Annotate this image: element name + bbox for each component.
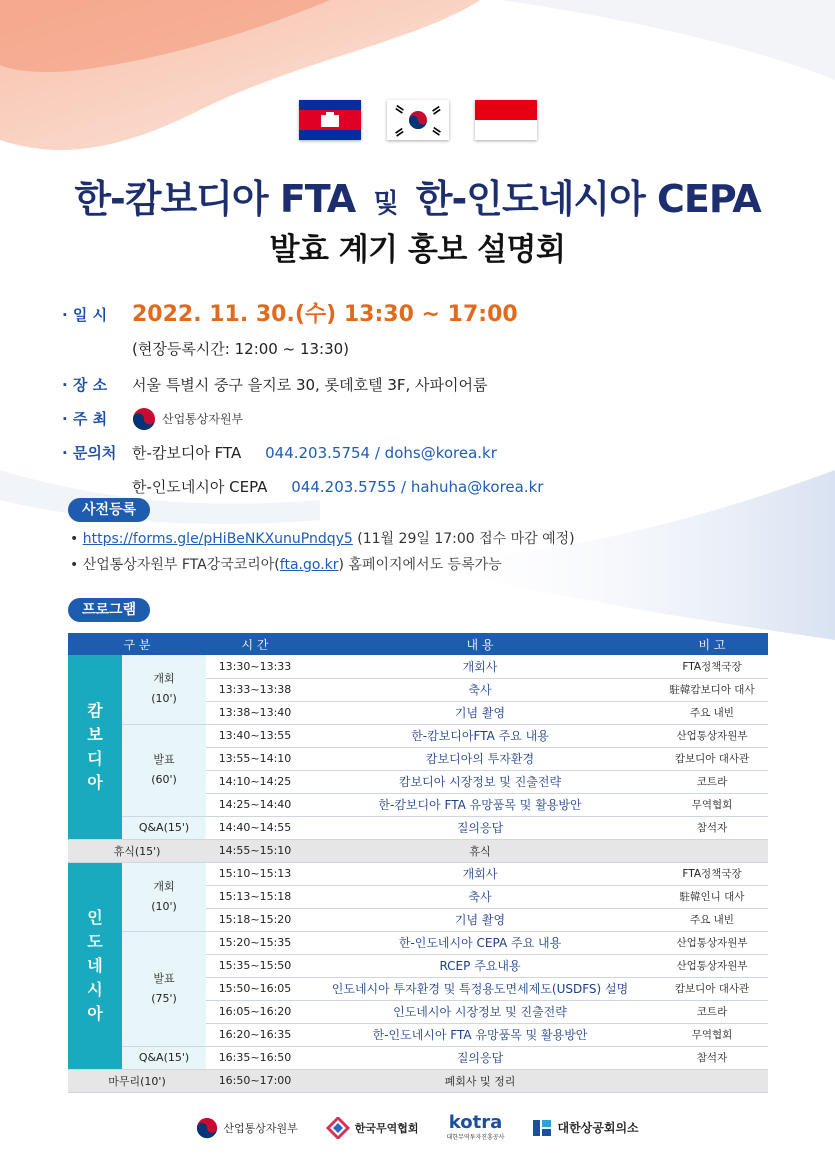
registration-time: (현장등록시간: 12:00 ~ 13:30) — [132, 340, 350, 358]
indonesia-opening-label: 개회 (10') — [122, 862, 206, 931]
row-time: 13:38~13:40 — [206, 701, 304, 724]
indonesia-presentation-label: 발표 (75') — [122, 931, 206, 1046]
row-content: 인도네시아 투자환경 및 특정용도면세제도(USDFS) 설명 — [304, 977, 656, 1000]
row-note: 산업통상자원부 — [656, 724, 768, 747]
indonesia-qa-label: Q&A(15') — [122, 1046, 206, 1069]
table-row — [68, 655, 768, 678]
break-label: 휴식(15') — [68, 839, 206, 862]
date-value: 2022. 11. 30.(수) 13:30 ~ 17:00 — [132, 302, 518, 327]
closing-content: 폐회사 및 정리 — [304, 1069, 656, 1092]
pre-registration-pill: 사전등록 — [68, 498, 150, 522]
table-row — [68, 1046, 768, 1069]
footer-motie-name: 산업통상자원부 — [223, 1121, 298, 1135]
header-time: 시 간 — [206, 633, 304, 655]
row-note: 駐韓인니 대사 — [656, 885, 768, 908]
closing-label: 마무리(10') — [68, 1069, 206, 1092]
row-content: 기념 촬영 — [304, 908, 656, 931]
cambodia-opening-label: 개회 (10') — [122, 655, 206, 724]
row-time: 15:50~16:05 — [206, 977, 304, 1000]
break-row — [68, 839, 768, 862]
row-time: 15:35~15:50 — [206, 954, 304, 977]
break-time: 14:55~15:10 — [206, 839, 304, 862]
cambodia-presentation-label: 발표 (60') — [122, 724, 206, 816]
row-content: 질의응답 — [304, 816, 656, 839]
host-name: 산업통상자원부 — [162, 412, 244, 426]
flags — [0, 100, 835, 140]
row-time: 13:30~13:33 — [206, 655, 304, 678]
row-time: 15:20~15:35 — [206, 931, 304, 954]
table-row — [68, 816, 768, 839]
registration-bullet-2: • 산업통상자원부 FTA강국코리아(fta.go.kr) 홈페이지에서도 등록가능 — [70, 557, 502, 573]
header-content: 내 용 — [304, 633, 656, 655]
row-note: 산업통상자원부 — [656, 954, 768, 977]
title-line-1 — [0, 168, 835, 223]
registration-link[interactable]: https://forms.gle/pHiBeNKXunuPndqy5 — [82, 531, 353, 547]
title-and: 및 — [373, 189, 398, 219]
row-time: 15:18~15:20 — [206, 908, 304, 931]
event-info — [62, 300, 782, 506]
program-table — [68, 633, 768, 1093]
row-note: 주요 내빈 — [656, 908, 768, 931]
row-content: 한-인도네시아 CEPA 주요 내용 — [304, 931, 656, 954]
row-note: 참석자 — [656, 1046, 768, 1069]
program-body — [68, 655, 768, 1092]
footer-kotra-name: kotra — [448, 1112, 503, 1133]
footer-kotra — [447, 1114, 505, 1141]
row-content: 캄보디아의 투자환경 — [304, 747, 656, 770]
registration-bullet-2-text-b: ) 홈페이지에서도 등록가능 — [338, 557, 502, 573]
row-note: FTA정책국장 — [656, 655, 768, 678]
footer-kcci-name: 대한상공회의소 — [557, 1121, 639, 1135]
row-content: 개회사 — [304, 862, 656, 885]
title-cambodia: 한-캄보디아 FTA — [74, 177, 356, 221]
header-category: 구 분 — [68, 633, 206, 655]
row-time: 13:55~14:10 — [206, 747, 304, 770]
place-value: 서울 특별시 중구 을지로 30, 롯데호텔 3F, 사파이어룸 — [132, 376, 488, 394]
registration-time-row — [62, 334, 782, 370]
closing-note — [656, 1069, 768, 1092]
row-note: 코트라 — [656, 1000, 768, 1023]
contact-2-name: 한-인도네시아 CEPA — [132, 478, 268, 496]
table-row — [68, 931, 768, 954]
contact-2-info[interactable]: 044.203.5755 / hahuha@korea.kr — [291, 478, 544, 496]
row-note: 코트라 — [656, 770, 768, 793]
row-time: 16:35~16:50 — [206, 1046, 304, 1069]
header-note: 비 고 — [656, 633, 768, 655]
row-note: 주요 내빈 — [656, 701, 768, 724]
indonesia-section-label: 인 도 네 시 아 — [68, 862, 122, 1069]
break-note — [656, 839, 768, 862]
row-note: 캄보디아 대사관 — [656, 977, 768, 1000]
table-row — [68, 724, 768, 747]
row-note: 참석자 — [656, 816, 768, 839]
row-content: 기념 촬영 — [304, 701, 656, 724]
row-note: 캄보디아 대사관 — [656, 747, 768, 770]
row-note: FTA정책국장 — [656, 862, 768, 885]
host-row — [62, 404, 782, 438]
row-time: 16:05~16:20 — [206, 1000, 304, 1023]
row-time: 14:40~14:55 — [206, 816, 304, 839]
cambodia-flag-icon — [299, 100, 361, 140]
kcci-logo-icon — [532, 1118, 552, 1138]
contact-2 — [132, 472, 543, 502]
date-label: · 일 시 — [62, 306, 108, 324]
registration-bullet-2-text-a: 산업통상자원부 FTA강국코리아( — [82, 557, 280, 573]
contact-1-name: 한-캄보디아 FTA — [132, 444, 242, 462]
row-content: 한-인도네시아 FTA 유망품목 및 활용방안 — [304, 1023, 656, 1046]
closing-row — [68, 1069, 768, 1092]
break-content: 휴식 — [304, 839, 656, 862]
korea-flag-icon — [387, 100, 449, 140]
row-content: 한-캄보디아FTA 주요 내용 — [304, 724, 656, 747]
taegeuk-icon — [196, 1117, 218, 1139]
place-label: · 장 소 — [62, 376, 108, 394]
registration-bullets — [70, 528, 770, 580]
title-indonesia: 한-인도네시아 CEPA — [415, 177, 761, 221]
row-content: 인도네시아 시장정보 및 진출전략 — [304, 1000, 656, 1023]
registration-deadline: (11월 29일 17:00 접수 마감 예정) — [357, 531, 575, 547]
table-row — [68, 862, 768, 885]
contact-1 — [132, 438, 497, 468]
program-pill: 프로그램 — [68, 598, 150, 622]
indonesia-flag-icon — [475, 100, 537, 140]
row-content: 질의응답 — [304, 1046, 656, 1069]
row-time: 13:40~13:55 — [206, 724, 304, 747]
row-time: 15:10~15:13 — [206, 862, 304, 885]
row-time: 13:33~13:38 — [206, 678, 304, 701]
host-logo — [132, 404, 243, 434]
taegeuk-icon — [132, 407, 156, 431]
host-label: · 주 최 — [62, 410, 108, 428]
contact-row-1 — [62, 438, 782, 472]
footer-kita — [326, 1117, 419, 1139]
contact-row-2 — [62, 472, 782, 506]
footer-kotra-sub: 대한무역투자진흥공사 — [446, 1134, 505, 1141]
cambodia-qa-label: Q&A(15') — [122, 816, 206, 839]
footer-kcci — [532, 1118, 638, 1138]
row-time: 15:13~15:18 — [206, 885, 304, 908]
row-content: 개회사 — [304, 655, 656, 678]
row-note: 무역협회 — [656, 1023, 768, 1046]
row-note: 駐韓캄보디아 대사 — [656, 678, 768, 701]
footer-logos — [0, 1114, 835, 1141]
row-content: 캄보디아 시장정보 및 진출전략 — [304, 770, 656, 793]
footer-kita-name: 한국무역협회 — [354, 1121, 419, 1135]
date-row — [62, 300, 782, 334]
row-content: RCEP 주요내용 — [304, 954, 656, 977]
contact-label: · 문의처 — [62, 444, 117, 462]
kita-logo-icon — [326, 1117, 350, 1139]
row-time: 16:20~16:35 — [206, 1023, 304, 1046]
footer-motie — [196, 1117, 297, 1139]
contact-1-info[interactable]: 044.203.5754 / dohs@korea.kr — [265, 444, 497, 462]
fta-site-link[interactable]: fta.go.kr — [279, 557, 339, 573]
row-content: 축사 — [304, 885, 656, 908]
row-content: 축사 — [304, 678, 656, 701]
registration-bullet-1: • https://forms.gle/pHiBeNKXunuPndqy5 (11월 29일 17:00 접수 마감 예정) — [70, 531, 575, 547]
row-time: 14:25~14:40 — [206, 793, 304, 816]
place-row — [62, 370, 782, 404]
row-time: 14:10~14:25 — [206, 770, 304, 793]
closing-time: 16:50~17:00 — [206, 1069, 304, 1092]
title-line-2: 발효 계기 홍보 설명회 — [269, 232, 566, 268]
row-note: 무역협회 — [656, 793, 768, 816]
cambodia-section-label: 캄 보 디 아 — [68, 655, 122, 839]
table-header — [68, 633, 768, 655]
row-content: 한-캄보디아 FTA 유망품목 및 활용방안 — [304, 793, 656, 816]
row-note: 산업통상자원부 — [656, 931, 768, 954]
